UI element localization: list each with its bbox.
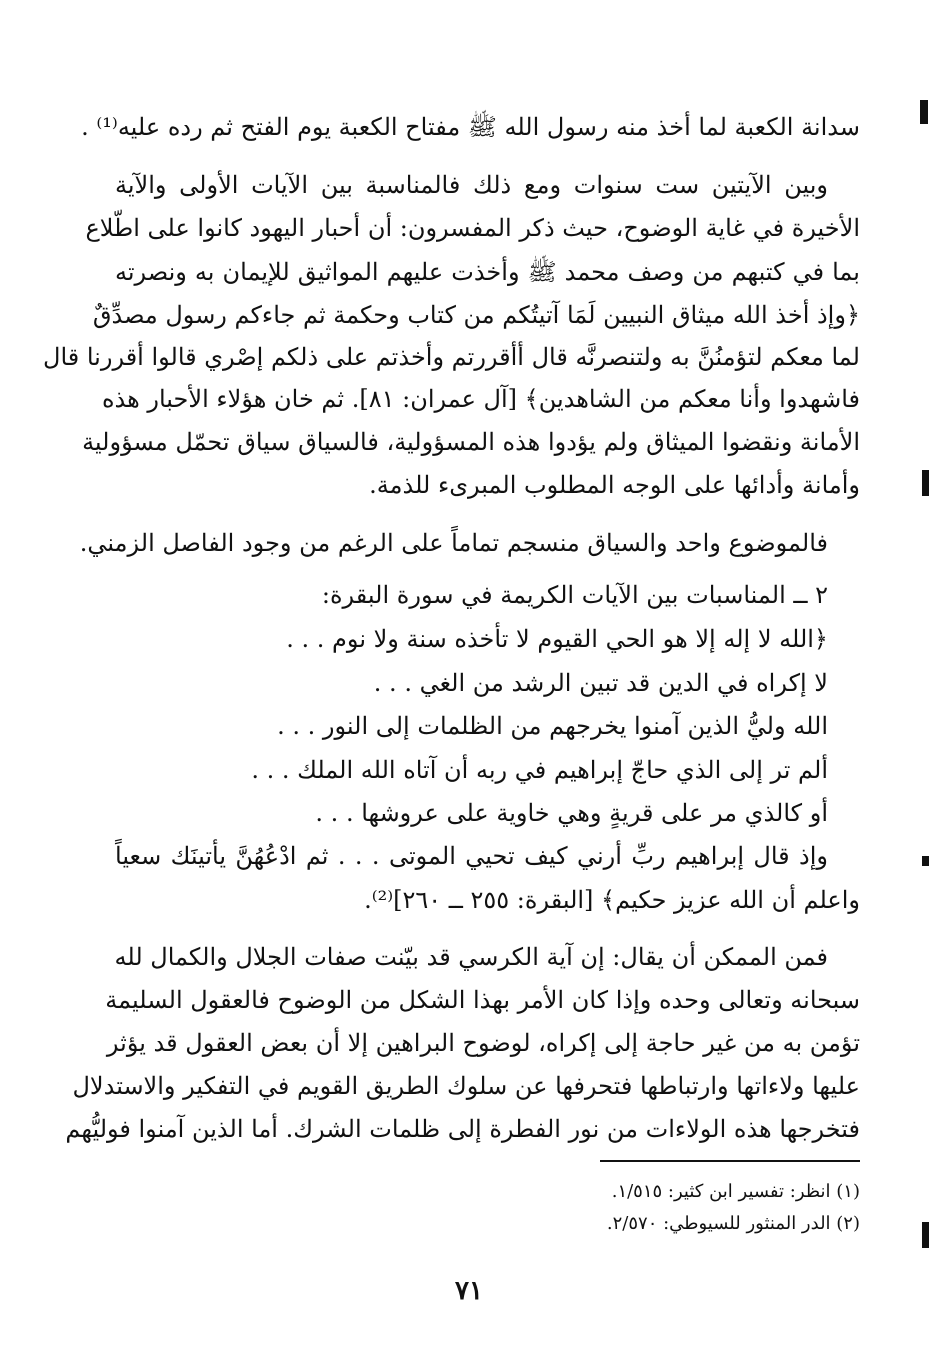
text-line: الأمانة ونقضوا الميثاق ولم يؤدوا هذه المسؤولية، فالسياق سياق تحمّل مسؤولية bbox=[82, 428, 860, 456]
verse-line: ألم تر إلى الذي حاجّ إبراهيم في ربه أن آتاه الله الملك . . . bbox=[251, 756, 828, 784]
verse-line: لا إكراه في الدين قد تبين الرشد من الغي . . . bbox=[373, 669, 828, 697]
text-line: وبين الآيتين ست سنوات ومع ذلك فالمناسبة بين الآيات الأولى والآية bbox=[115, 171, 828, 199]
text-line: سدانة الكعبة لما أخذ منه رسول الله ﷺ مفتاح الكعبة يوم الفتح ثم رده عليه⁽¹⁾ . bbox=[81, 113, 860, 141]
text-line: سبحانه وتعالى وحده وإذا كان الأمر بهذا الشكل من الوضوح فالعقول السليمة bbox=[105, 986, 860, 1014]
verse-line: وإذ قال إبراهيم ربِّ أرني كيف تحيي الموتى . . . ثم ادْعُهُنَّ يأتينَك سعياً bbox=[115, 842, 828, 870]
text-line: الأخيرة في غاية الوضوح، حيث ذكر المفسرون: أن أحبار اليهود كانوا على اطّلاع bbox=[85, 214, 860, 242]
text-line: فمن الممكن أن يقال: إن آية الكرسي قد بيّنت صفات الجلال والكمال لله bbox=[114, 943, 828, 971]
text-line: بما في كتبهم من وصف محمد ﷺ وأخذت عليهم المواثيق للإيمان به ونصرته bbox=[115, 258, 860, 286]
verse-line: أو كالذي مر على قريةٍ وهي خاوية على عروشها . . . bbox=[315, 799, 828, 827]
text-line: تؤمن به من غير حاجة إلى إكراه، لوضوح البراهين إلا أن بعض العقول قد يؤثر bbox=[106, 1029, 860, 1057]
footnote: (١) انظر: تفسير ابن كثير: ١/٥١٥. bbox=[611, 1181, 860, 1202]
text-line: فاشهدوا وأنا معكم من الشاهدين﴾ [آل عمران: ٨١]. ثم خان هؤلاء الأحبار هذه bbox=[101, 385, 860, 413]
page-number: ٧١ bbox=[455, 1276, 483, 1306]
text-line: ﴿وإذ أخذ الله ميثاق النبيين لَمَا آتيتُكم من كتاب وحكمة ثم جاءكم رسول مصدِّقٌ bbox=[92, 301, 860, 329]
footnote-separator bbox=[600, 1160, 860, 1162]
scan-mark-middle bbox=[922, 470, 929, 496]
text-line: وأمانة وأدائها على الوجه المطلوب المبرىء للذمة. bbox=[369, 471, 860, 499]
text-line: لما معكم لتؤمنُنَّ به ولتنصرنَّه قال أأقررتم وأخذتم على ذلكم إصْري قالوا أقررنا قال bbox=[43, 343, 860, 371]
text-line: فالموضوع واحد والسياق منسجم تماماً على الرغم من وجود الفاصل الزمني. bbox=[79, 529, 828, 557]
scan-mark-bottom bbox=[922, 1222, 929, 1248]
verse-line: الله وليُّ الذين آمنوا يخرجهم من الظلمات إلى النور . . . bbox=[277, 712, 828, 740]
verse-line: ﴿الله لا إله إلا هو الحي القيوم لا تأخذه سنة ولا نوم . . . bbox=[286, 625, 828, 653]
scan-mark-top bbox=[920, 100, 928, 124]
footnote: (٢) الدر المنثور للسيوطي: ٢/٥٧٠. bbox=[606, 1213, 860, 1234]
scan-mark-lower bbox=[922, 856, 929, 866]
text-line: فتخرجها هذه الولاءات من نور الفطرة إلى ظلمات الشرك. أما الذين آمنوا فوليُّهم bbox=[65, 1115, 860, 1143]
text-line: عليها ولاءاتها وارتباطها فتحرفها عن سلوك الطريق القويم في التفكير والاستدلال bbox=[72, 1072, 860, 1100]
section-heading: ٢ ــ المناسبات بين الآيات الكريمة في سورة البقرة: bbox=[321, 581, 828, 609]
verse-line: واعلم أن الله عزيز حكيم﴾ [البقرة: ٢٥٥ ــ ٢٦٠]⁽²⁾. bbox=[364, 886, 860, 914]
